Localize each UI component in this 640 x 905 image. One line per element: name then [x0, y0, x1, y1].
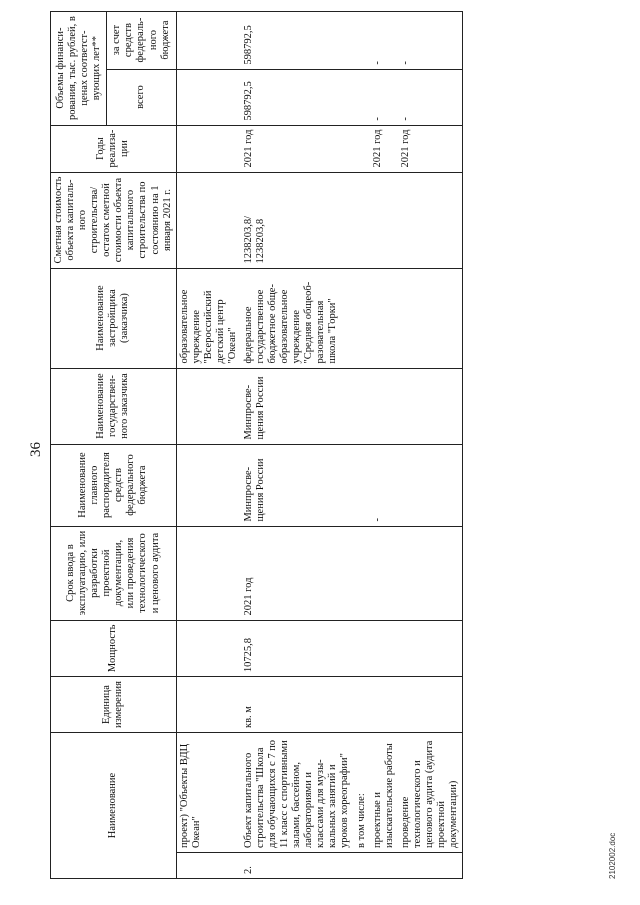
audit-name: проведение технологического и ценового аудита (аудита проектной документации) — [398, 733, 463, 853]
rotated-sheet — [20, 7, 620, 887]
item2-no: 2. — [241, 853, 354, 879]
including-label: в том числе: — [354, 733, 370, 853]
table-row — [354, 11, 370, 878]
header-capacity: Мощность — [51, 620, 177, 677]
audit-years: 2021 год — [398, 125, 463, 172]
header-unit: Единица измерения — [51, 677, 177, 733]
header-federal: за счет средств федераль-ного бюджета — [107, 11, 176, 69]
item2-state-customer: Минпросве-щения России — [241, 368, 354, 444]
item2-total: 598792,5 — [241, 69, 354, 125]
item2-main-manager: Минпросве-щения России — [241, 444, 354, 526]
cont-developer: образовательное учреждение "Всероссийский детский центр "Океан" — [176, 268, 241, 368]
item2-developer: федеральное государственное бюджетное обще-образовательное учреждение "Средняя общеоб-разовательная школа "Горки" — [241, 268, 354, 368]
header-main-manager: Наименование главного распорядителя средств федерального бюджета — [51, 444, 177, 526]
item2-capacity: 10725,8 — [241, 620, 354, 677]
item2-years: 2021 год — [241, 125, 354, 172]
table-row — [241, 11, 354, 878]
header-name: Наименование — [51, 733, 177, 879]
header-state-customer: Наименование государствен-ного заказчика — [51, 368, 177, 444]
cont-name: проект) "Объекты ВДЦ Океан" — [176, 733, 241, 853]
header-years: Годы реализа-ции — [51, 125, 177, 172]
header-estimate: Сметная стоимость объекта капиталь-ного строительства/ остаток сметной стоимости объекта капитального строительства по состоянию на 1 января 2021 г. — [51, 172, 177, 268]
table-row — [176, 11, 241, 878]
audit-federal: - — [398, 11, 463, 69]
item2-term: 2021 год — [241, 526, 354, 620]
design-federal: - — [370, 11, 398, 69]
design-years: 2021 год — [370, 125, 398, 172]
page-number: 36 — [28, 442, 44, 457]
header-row — [51, 11, 107, 878]
item2-unit: кв. м — [241, 677, 354, 733]
design-name: проектные и изыскательские работы — [370, 733, 398, 853]
design-total: - — [370, 69, 398, 125]
header-term: Срок ввода в эксплуатацию, или разработки проектной документации, или проведения технологического и ценового аудита — [51, 526, 177, 620]
table-row — [370, 11, 398, 878]
header-funding-group: Объемы финанси-рования, тыс. рублей, в ценах соответст-вующих лет** — [51, 11, 107, 125]
investment-table — [50, 11, 463, 879]
item2-estimate: 1238203,8/ 1238203,8 — [241, 172, 354, 268]
table-row — [398, 11, 463, 878]
item2-federal: 598792,5 — [241, 11, 354, 69]
audit-total: - — [398, 69, 463, 125]
header-developer: Наименование застройщика (заказчика) — [51, 268, 177, 368]
footer-filename: 2102002.doc — [608, 832, 617, 879]
design-main-manager: - — [370, 444, 398, 526]
item2-name: Объект капитального строительства "Школа для обучающихся с 7 по 11 класс с спортивными залами, бассейном, лабораториями и классами для музы-кальных занятий и уроков хореографии" — [241, 733, 354, 853]
header-total: всего — [107, 69, 176, 125]
